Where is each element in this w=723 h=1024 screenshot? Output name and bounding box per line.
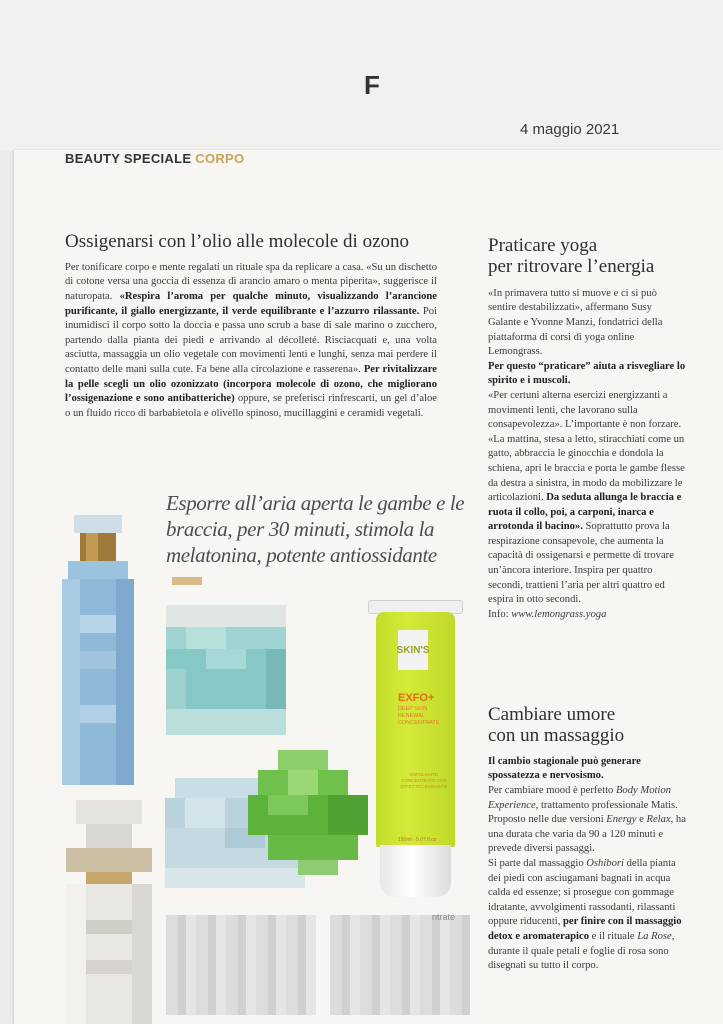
ozono-text-2: Poi inumidisci il corpo sotto la doccia e passa uno scrub a base di sale marino o zucchero, partendo dalla pianta dei piedi e arrivando al décolleté. Risciacquati e, una volta asciutta, massaggia un olio vegetale con movimenti lenti e lunghi, senza mai perdere il contatto delle mani sulla cute. Fa bene alla circolazione e rasserena».	[65, 305, 438, 376]
article-umore-title	[488, 705, 686, 747]
article-ozono-body	[65, 261, 437, 422]
caption-fragment: ntrate	[432, 912, 456, 922]
quote-accent-bar	[172, 577, 202, 585]
ozono-text-3: oppure, se preferisci rinfrescarti, un gel d’aloe o un fluido ricco di barbabietola e olivello spinoso, mucillaggini e ceramidi vegetali.	[65, 393, 438, 419]
product-tube-image	[368, 600, 463, 900]
yoga-bold-2: Da seduta allunga le braccia e ruota il collo, poi, a carponi, inarca e arrotonda il bacino».	[488, 492, 682, 533]
issue-date: 4 maggio 2021	[520, 121, 620, 138]
section-label	[65, 151, 244, 166]
yoga-paragraph-2: «Per certuni alterna esercizi energizzanti a movimenti lenti, che lavorano sulla consapevolezza». L’importante è non forzare.	[488, 389, 682, 431]
section-label-accent: CORPO	[195, 151, 245, 166]
yoga-info-url: www.lemongrass.yoga	[511, 608, 607, 620]
umore-italic-2: Energy	[606, 814, 637, 826]
umore-text-2a: Si parte dal massaggio	[488, 857, 587, 869]
umore-title-line-1: Cambiare umore	[488, 704, 616, 725]
tube-description: ESFOLIANTE CONCENTRATO CON EFFETTO LEVIGANTE	[400, 772, 448, 789]
article-yoga-title	[488, 236, 686, 278]
umore-italic-4: Oshibori	[586, 857, 624, 869]
yoga-text-4: Soprattutto prova la respirazione consapevole, che aumenta la capacità di ossigenarsi e permette di trovare un’àncora interiore. Inspira per quattro secondi, trattieni l’aria per altri quattro ed espira in otto secondi.	[488, 521, 674, 606]
section-label-primary: BEAUTY SPECIALE	[65, 151, 192, 166]
umore-italic-1: Body Motion Experience	[488, 784, 671, 811]
umore-text-2b: della pianta dei piedi con asciugamani bagnati in acqua calda ed essenze; si prosegue con gommage idratante, avvolgimenti rassodanti, rilassanti oppure riducenti,	[488, 857, 676, 928]
pixelated-green-jar-image	[248, 750, 368, 875]
tube-body	[376, 612, 455, 847]
tube-cap	[380, 845, 451, 897]
yoga-paragraph-1: «In primavera tutto si muove e ci si può sentire destabilizzati», affermano Susy Galante e Yvonne Manzi, fondatrici della piattaforma di corsi di yoga online Lemongrass.	[488, 287, 663, 358]
umore-text-2d: , durante il quale petali e foglie di rosa sono disegnati su tutto il corpo.	[488, 930, 675, 972]
tube-brand-logo: SKIN'S	[398, 630, 428, 670]
pixelated-aqua-jar-image	[166, 605, 286, 735]
umore-paragraph-2	[488, 857, 686, 974]
article-ozono-title: Ossigenarsi con l’olio alle molecole di ozono	[65, 231, 410, 252]
article-yoga	[488, 236, 686, 622]
umore-italic-3: Relax	[646, 814, 671, 826]
article-umore	[488, 705, 686, 974]
yoga-info-label: Info:	[488, 608, 512, 620]
umore-intro: Il cambio stagionale può generare spossatezza e nervosismo.	[488, 755, 641, 782]
pixelated-white-bottle-image	[66, 800, 152, 1024]
umore-text-2c: e il rituale	[589, 930, 638, 942]
ozono-bold-1: «Respira l’aroma per qualche minuto, visualizzando l’arancione purificante, il giallo energizzante, il verde equilibrante e l’azzurro rilassante.	[65, 291, 437, 317]
umore-italic-5: La Rose	[637, 930, 672, 942]
umore-title-line-2: con un massaggio	[488, 724, 625, 746]
umore-text-1a: Per cambiare mood è perfetto	[488, 784, 616, 796]
umore-text-1d: , ha una durata che varia da 90 a 120 minuti e prevede diversi passaggi.	[488, 814, 686, 855]
yoga-bold-intro: Per questo “praticare” aiuta a risvegliare lo spirito e i muscoli.	[488, 360, 686, 387]
yoga-title-line-2: per ritrovare l’energia	[488, 255, 655, 277]
pixelated-caption-block-1	[166, 915, 316, 1015]
umore-bold-1: per finire con il massaggio detox e aromaterapico	[488, 916, 682, 942]
tube-size: 150ml · 5.07 fl.oz	[398, 837, 437, 843]
yoga-info-line	[488, 608, 686, 623]
tube-product-name: EXFO+	[398, 692, 435, 704]
umore-text-1c: e	[636, 814, 647, 826]
umore-paragraph-1	[488, 784, 686, 857]
yoga-text-3: «La mattina, stesa a letto, stiracchiati come un gatto, abbraccia le ginocchia e dondola la schiena, apri le braccia e porta le gambe flesse da destra a sinistra, in modo da mobilizzare le articolazioni.	[488, 433, 685, 504]
ozono-text-1: Per tonificare corpo e mente regalati un rituale spa da replicare a casa. «Su un dischetto di cotone versa una goccia di essenza di arancio amaro o menta piperita», suggerisce il naturopata.	[65, 261, 437, 303]
yoga-title-line-1: Praticare yoga	[488, 235, 598, 256]
ozono-bold-2: Per rivitalizzare la pelle scegli un olio ozonizzato (incorpora molecole di ozono, che migliorano l’ossigenazione e sono antibatteriche)	[65, 364, 437, 405]
pixelated-caption-block-2	[330, 915, 470, 1015]
masthead-letter: F	[364, 70, 380, 100]
tube-subtitle: DEEP SKIN RENEWAL CONCENTRATE	[398, 706, 440, 726]
umore-text-1b: , trattamento professionale Matis. Proposto nelle due versioni	[488, 799, 678, 826]
pull-quote: Esporre all’aria aperta le gambe e le braccia, per 30 minuti, stimola la melatonina, potente antiossidante	[166, 491, 465, 567]
pixelated-blue-bottle-image	[62, 515, 134, 785]
article-ozono	[65, 232, 437, 421]
yoga-paragraph-3	[488, 433, 686, 608]
